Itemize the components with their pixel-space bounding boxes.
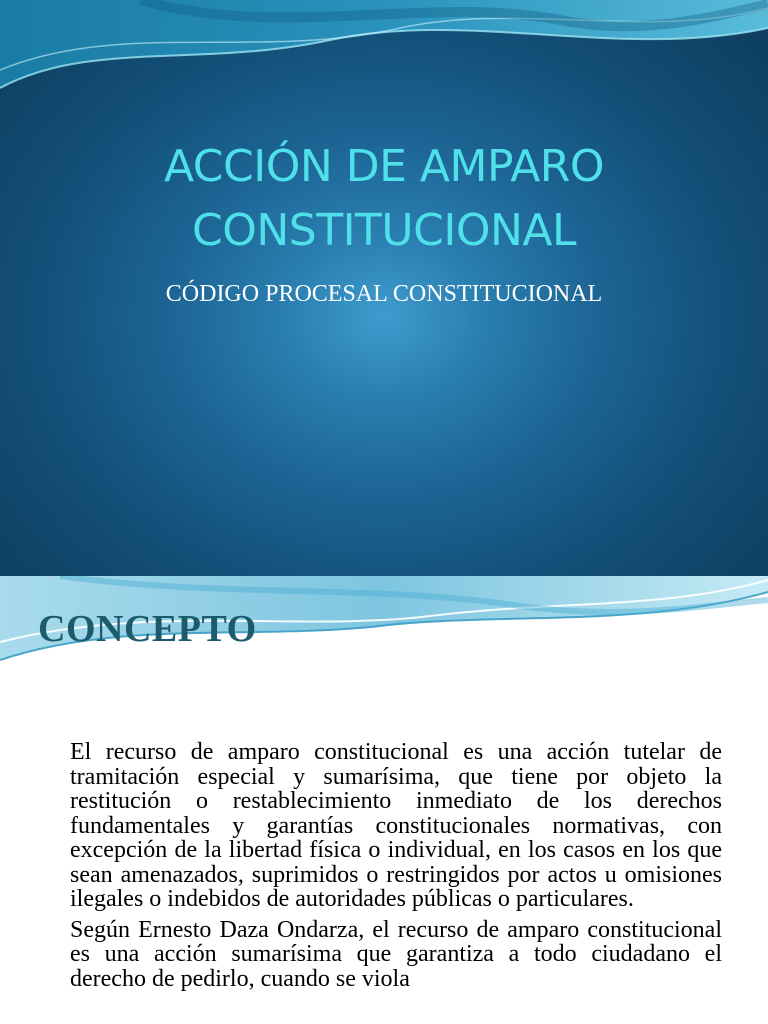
slide-title-line1: ACCIÓN DE AMPARO <box>163 141 605 192</box>
slide-subtitle: CÓDIGO PROCESAL CONSTITUCIONAL <box>165 281 603 307</box>
content-slide <box>0 576 768 1024</box>
slide-title-line2: CONSTITUCIONAL <box>192 205 576 256</box>
body-paragraph: Según Ernesto Daza Ondarza, el recurso de amparo constitucional es una acción sumarísima que garantiza a todo ciudadano el derecho de pedirlo, cuando se viola <box>70 916 722 992</box>
slide-title <box>0 135 768 263</box>
body-paragraph: El recurso de amparo constitucional es una acción tutelar de tramitación especial y sumarísima, que tiene por objeto la restitución o restablecimiento inmediato de los derechos fundamentales y garantías constitucionales normativas, con excepción de la libertad física o individual, en los casos en los que sean amenazados, suprimidos o restringidos por actos u omisiones ilegales o indebidos de autoridades públicas o particulares. <box>70 739 722 912</box>
top-wave-decoration <box>0 0 768 110</box>
slide-body <box>70 740 722 997</box>
slide-heading: CONCEPTO <box>38 608 257 650</box>
